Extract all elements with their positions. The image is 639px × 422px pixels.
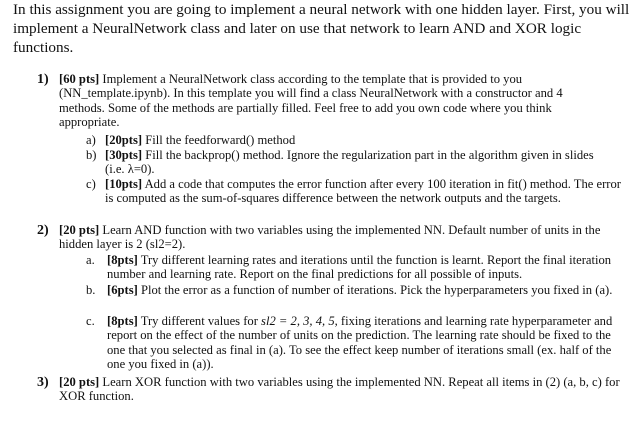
- question-3-number: 3): [37, 375, 49, 390]
- part-points: [8pts]: [107, 253, 138, 267]
- part-points: [8pts]: [107, 314, 138, 328]
- question-1-body: Implement a NeuralNetwork class according to the template that is provided to you (NN_template.ipynb). In this template you will find a class NeuralNetwork with a constructor and 4 methods. Some of the methods are partially filled. Feel free to add you own code where you think appropriate.: [59, 72, 563, 130]
- part-points: [20pts]: [105, 133, 143, 147]
- part-label: a.: [86, 253, 95, 267]
- question-1-part-a: [86, 133, 626, 147]
- question-2-part-c: [86, 314, 626, 372]
- question-2-text: [59, 223, 629, 252]
- part-label: b): [86, 148, 97, 162]
- part-points: [6pts]: [107, 283, 138, 297]
- part-text: Fill the feedforward() method: [145, 133, 296, 147]
- intro-paragraph: In this assignment you are going to implement a neural network with one hidden layer. First, you will implement a NeuralNetwork class and later on use that network to learn AND and XOR logic functions.: [13, 1, 630, 56]
- question-1-points: [60 pts]: [59, 72, 100, 86]
- part-text: Try different learning rates and iterations until the function is learnt. Report the final iteration number and learning rate. Report on the final predictions for all possible of inputs.: [107, 253, 612, 282]
- part-label: c.: [86, 314, 95, 328]
- part-label: a): [86, 133, 96, 147]
- question-1-part-b: [86, 148, 626, 177]
- part-label: c): [86, 177, 96, 191]
- question-1-number: 1): [37, 72, 49, 87]
- question-2-points: [20 pts]: [59, 223, 100, 237]
- part-text: , fixing iterations and learning rate hyperparameter and report on the effect of the number of units on the prediction. The learning rate should be fixed to the one that you selected as final in (a). To see the effect keep number of iterations small (ex. half of the one you fixed in (a)).: [107, 314, 613, 372]
- part-text: Add a code that computes the error function after every 100 iteration in fit() method. The error is computed as the sum-of-squares difference between the network outputs and the targets.: [105, 177, 621, 206]
- question-2-part-a: [86, 253, 626, 282]
- question-2-number: 2): [37, 223, 49, 238]
- part-text-before: Try different values for: [140, 314, 262, 328]
- question-3-points: [20 pts]: [59, 375, 100, 389]
- part-points: [10pts]: [105, 177, 143, 191]
- question-3-body: Learn XOR function with two variables using the implemented NN. Repeat all items in (2) (a, b, c) for XOR function.: [59, 375, 620, 404]
- part-label: b.: [86, 283, 96, 297]
- part-text: Fill the backprop() method. Ignore the regularization part in the algorithm given in slides (i.e. λ=0).: [105, 148, 594, 177]
- question-2-part-b: [86, 283, 626, 297]
- question-1-text: [59, 72, 589, 130]
- question-2-body: Learn AND function with two variables using the implemented NN. Default number of units in the hidden layer is 2 (sl2=2).: [59, 223, 601, 252]
- question-3-text: [59, 375, 629, 404]
- question-1-part-c: [86, 177, 626, 206]
- math-expression: sl2 = 2, 3, 4, 5: [261, 314, 335, 328]
- part-text: Plot the error as a function of number of iterations. Pick the hyperparameters you fixed in (a).: [140, 283, 613, 297]
- part-points: [30pts]: [105, 148, 143, 162]
